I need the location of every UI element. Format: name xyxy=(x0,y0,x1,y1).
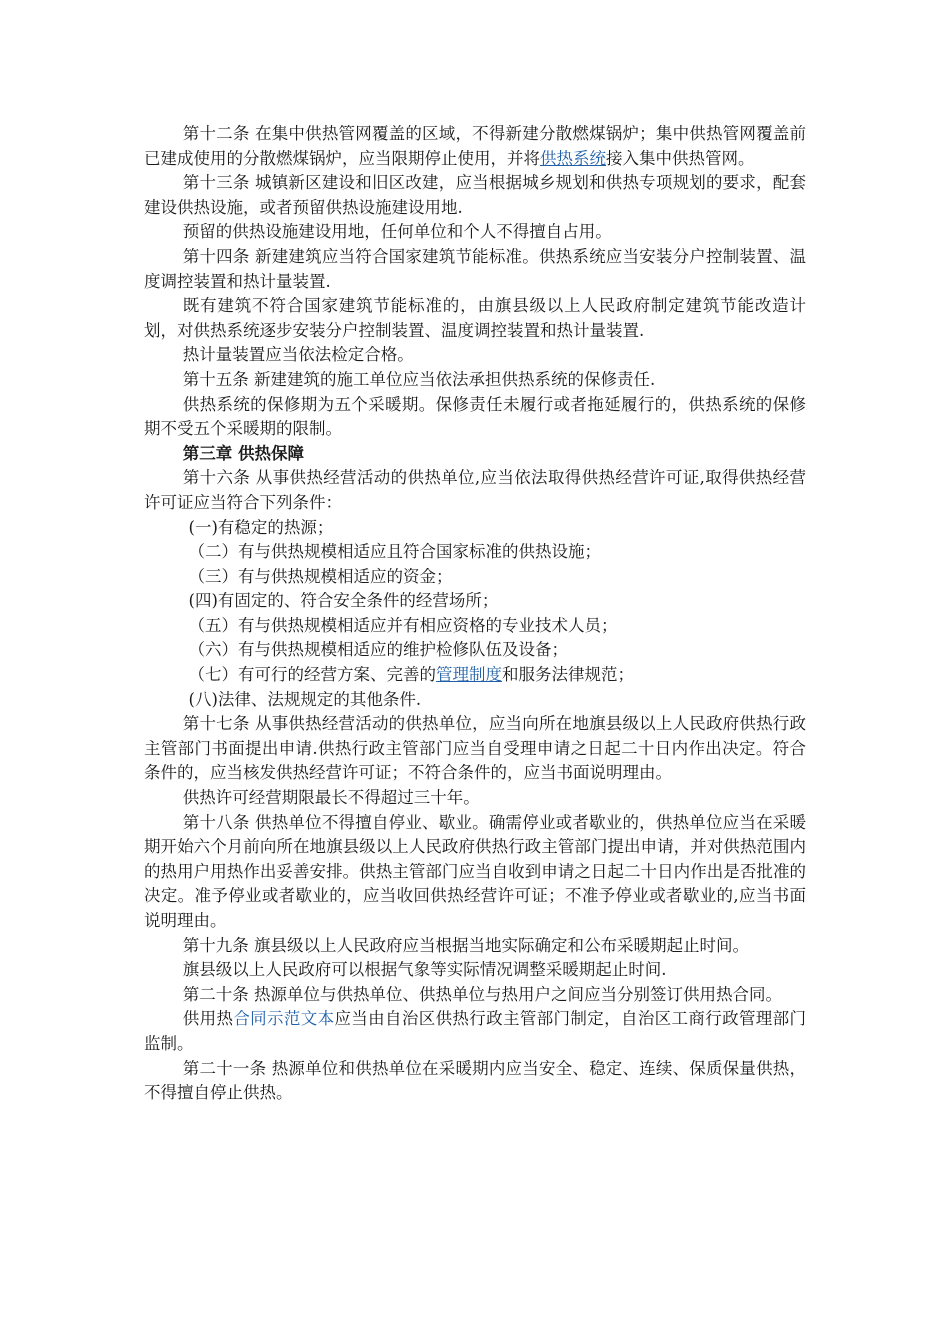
paragraph xyxy=(144,368,806,393)
list-item xyxy=(144,565,806,590)
text-segment: (八)法律、法规规定的其他条件. xyxy=(188,689,422,709)
paragraph xyxy=(144,245,806,294)
hyperlink[interactable]: 管理制度 xyxy=(436,665,503,685)
list-item xyxy=(144,638,806,663)
list-item xyxy=(144,540,806,565)
list-item xyxy=(144,663,806,688)
text-segment: (一)有稳定的热源； xyxy=(188,517,334,537)
paragraph xyxy=(144,1057,806,1106)
text-segment: 第十九条 旗县级以上人民政府应当根据当地实际确定和公布采暖期起止时间。 xyxy=(182,935,750,955)
text-segment: 供热许可经营期限最长不得超过三十年。 xyxy=(182,788,480,808)
paragraph xyxy=(144,786,806,811)
text-segment: 第十六条 从事供热经营活动的供热单位,应当依法取得供热经营许可证,取得供热经营许可证应当符合下列条件： xyxy=(144,468,806,512)
paragraph xyxy=(144,1007,806,1056)
text-segment: 预留的供热设施建设用地，任何单位和个人不得擅自占用。 xyxy=(182,222,612,242)
paragraph xyxy=(144,220,806,245)
text-segment: 和服务法律规范； xyxy=(502,665,635,685)
text-segment: （七）有可行的经营方案、完善的 xyxy=(188,665,437,685)
paragraph xyxy=(144,958,806,983)
text-segment: 供用热 xyxy=(182,1009,234,1029)
text-segment: 旗县级以上人民政府可以根据气象等实际情况调整采暖期起止时间. xyxy=(182,960,667,980)
text-segment: 第二十条 热源单位与供热单位、供热单位与热用户之间应当分别签订供用热合同。 xyxy=(182,984,783,1004)
paragraph xyxy=(144,393,806,442)
text-segment: （二）有与供热规模相适应且符合国家标准的供热设施； xyxy=(188,542,602,562)
text-segment: 第三章 供热保障 xyxy=(182,443,305,463)
paragraph xyxy=(144,294,806,343)
list-item xyxy=(144,614,806,639)
paragraph xyxy=(144,934,806,959)
text-segment: 第二十一条 热源单位和供热单位在采暖期内应当安全、稳定、连续、保质保量供热，不得擅自停止供热。 xyxy=(144,1058,806,1103)
text-segment: (四)有固定的、符合安全条件的经营场所； xyxy=(188,591,499,611)
paragraph xyxy=(144,122,806,171)
chapter-heading xyxy=(144,442,806,467)
text-segment: 接入集中供热管网。 xyxy=(606,148,755,168)
text-segment: 第十三条 城镇新区建设和旧区改建，应当根据城乡规划和供热专项规划的要求，配套建设供热设施，或者预留供热设施建设用地. xyxy=(144,173,806,217)
text-segment: 供热系统的保修期为五个采暖期。保修责任未履行或者拖延履行的，供热系统的保修期不受五个采暖期的限制。 xyxy=(144,394,806,439)
text-segment: （三）有与供热规模相适应的资金； xyxy=(188,566,453,586)
text-segment: 第十五条 新建建筑的施工单位应当依法承担供热系统的保修责任. xyxy=(182,369,656,389)
text-segment: 第十二条 在集中供热管网覆盖的区域，不得新建分散燃煤锅炉；集中供热管网覆盖前已建成使用的分散燃煤锅炉，应当限期停止使用，并将 xyxy=(144,124,806,168)
paragraph xyxy=(144,983,806,1008)
hyperlink[interactable]: 供热系统 xyxy=(540,148,606,168)
paragraph xyxy=(144,343,806,368)
list-item xyxy=(144,589,806,614)
paragraph xyxy=(144,171,806,220)
list-item xyxy=(144,516,806,541)
text-segment: （五）有与供热规模相适应并有相应资格的专业技术人员； xyxy=(188,615,618,635)
document-body xyxy=(144,122,806,1106)
hyperlink[interactable]: 合同示范文本 xyxy=(233,1009,335,1029)
text-segment: 第十四条 新建建筑应当符合国家建筑节能标准。供热系统应当安装分户控制装置、温度调控装置和热计量装置. xyxy=(144,246,806,291)
paragraph xyxy=(144,712,806,786)
text-segment: 应当由自治区供热行政主管部门制定，自治区工商行政管理部门监制。 xyxy=(144,1009,807,1053)
text-segment: （六）有与供热规模相适应的维护检修队伍及设备； xyxy=(188,640,569,660)
paragraph xyxy=(144,466,806,515)
list-item xyxy=(144,688,806,713)
text-segment: 热计量装置应当依法检定合格。 xyxy=(182,345,414,365)
text-segment: 第十七条 从事供热经营活动的供热单位，应当向所在地旗县级以上人民政府供热行政主管部门书面提出申请.供热行政主管部门应当自受理申请之日起二十日内作出决定。符合条件的，应当核发供热经营许可证；不符合条件的，应当书面说明理由。 xyxy=(144,714,806,783)
text-segment: 第十八条 供热单位不得擅自停业、歇业。确需停业或者歇业的，供热单位应当在采暖期开始六个月前向所在地旗县级以上人民政府供热行政主管部门提出申请，并对供热范围内的热用户用热作出妥善安排。供热主管部门应当自收到申请之日起二十日内作出是否批准的决定。准予停业或者歇业的，应当收回供热经营许可证；不准予停业或者歇业的,应当书面说明理由。 xyxy=(144,812,806,930)
paragraph xyxy=(144,811,806,934)
text-segment: 既有建筑不符合国家建筑节能标准的，由旗县级以上人民政府制定建筑节能改造计划，对供热系统逐步安装分户控制装置、温度调控装置和热计量装置. xyxy=(144,296,806,340)
